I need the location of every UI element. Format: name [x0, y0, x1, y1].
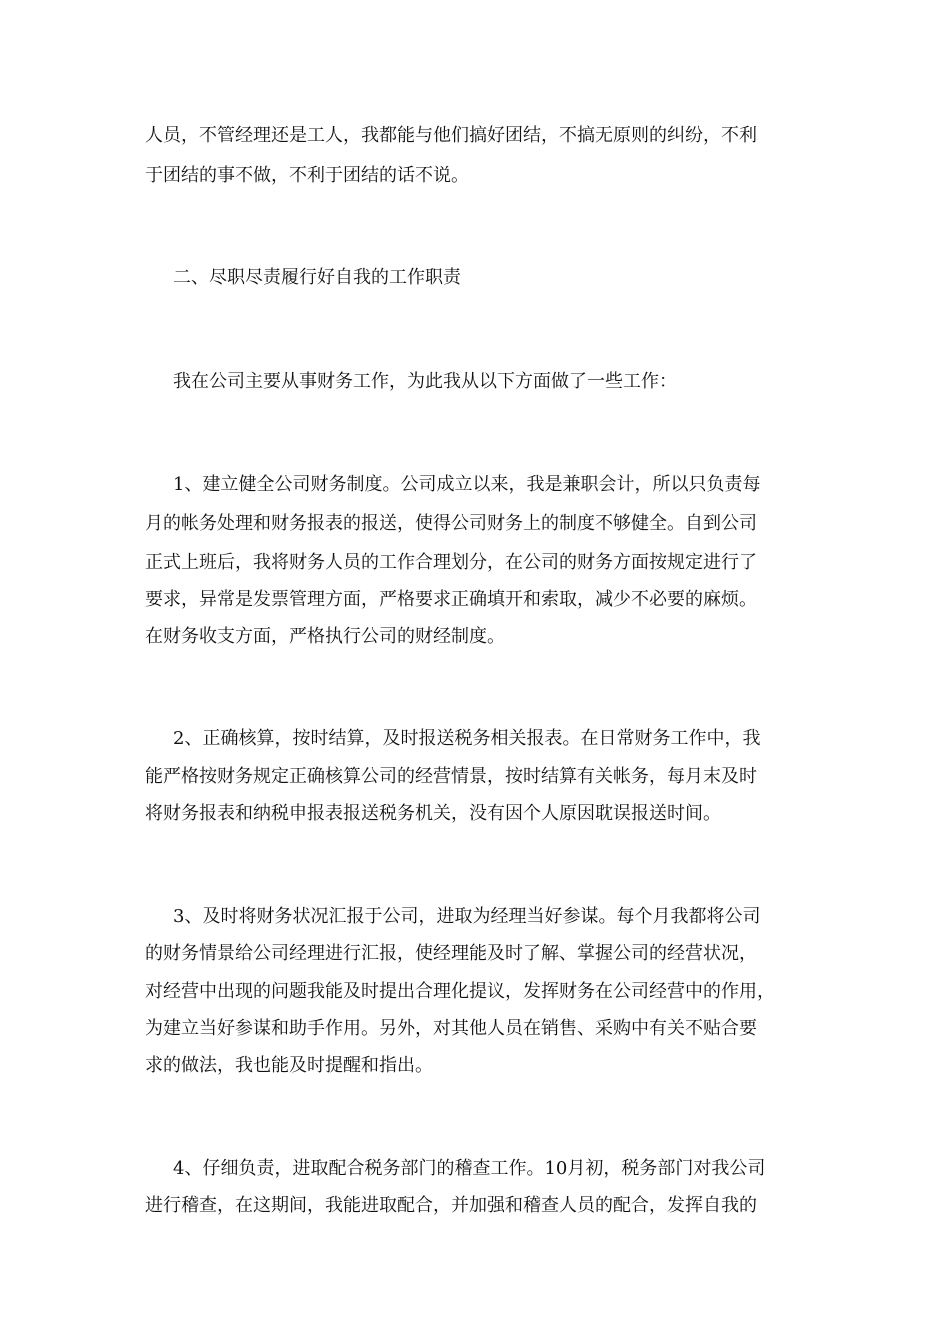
section-heading: 二、尽职尽责履行好自我的工作职责	[173, 267, 461, 288]
paragraph-line: 于团结的事不做，不利于团结的话不说。	[145, 165, 469, 186]
paragraph-line: 正式上班后，我将财务人员的工作合理划分，在公司的财务方面按规定进行了	[145, 552, 757, 573]
paragraph-line: 求的做法，我也能及时提醒和指出。	[145, 1055, 433, 1076]
paragraph-line: 人员，不管经理还是工人，我都能与他们搞好团结，不搞无原则的纠纷，不利	[145, 125, 757, 146]
paragraph-line: 月的帐务处理和财务报表的报送，使得公司财务上的制度不够健全。自到公司	[145, 513, 757, 534]
paragraph-line: 4、仔细负责，进取配合税务部门的稽查工作。10月初，税务部门对我公司	[173, 1158, 766, 1179]
paragraph-line: 1、建立健全公司财务制度。公司成立以来，我是兼职会计，所以只负责每	[173, 474, 761, 495]
paragraph-line: 的财务情景给公司经理进行汇报，使经理能及时了解、掌握公司的经营状况，	[145, 943, 757, 964]
paragraph-line: 要求，异常是发票管理方面，严格要求正确填开和索取，减少不必要的麻烦。	[145, 589, 757, 610]
paragraph-line: 进行稽查，在这期间，我能进取配合，并加强和稽查人员的配合，发挥自我的	[145, 1195, 757, 1216]
paragraph-line: 对经营中出现的问题我能及时提出合理化提议，发挥财务在公司经营中的作用，	[145, 981, 775, 1002]
paragraph-line: 2、正确核算，按时结算，及时报送税务相关报表。在日常财务工作中，我	[173, 728, 761, 749]
paragraph-line: 在财务收支方面，严格执行公司的财经制度。	[145, 626, 505, 647]
paragraph-line: 将财务报表和纳税申报表报送税务机关，没有因个人原因耽误报送时间。	[145, 803, 721, 824]
paragraph-line: 能严格按财务规定正确核算公司的经营情景，按时结算有关帐务，每月末及时	[145, 766, 757, 787]
paragraph-line: 3、及时将财务状况汇报于公司，进取为经理当好参谋。每个月我都将公司	[173, 906, 761, 927]
paragraph-line: 为建立当好参谋和助手作用。另外，对其他人员在销售、采购中有关不贴合要	[145, 1018, 757, 1039]
paragraph-line: 我在公司主要从事财务工作，为此我从以下方面做了一些工作：	[173, 371, 677, 392]
